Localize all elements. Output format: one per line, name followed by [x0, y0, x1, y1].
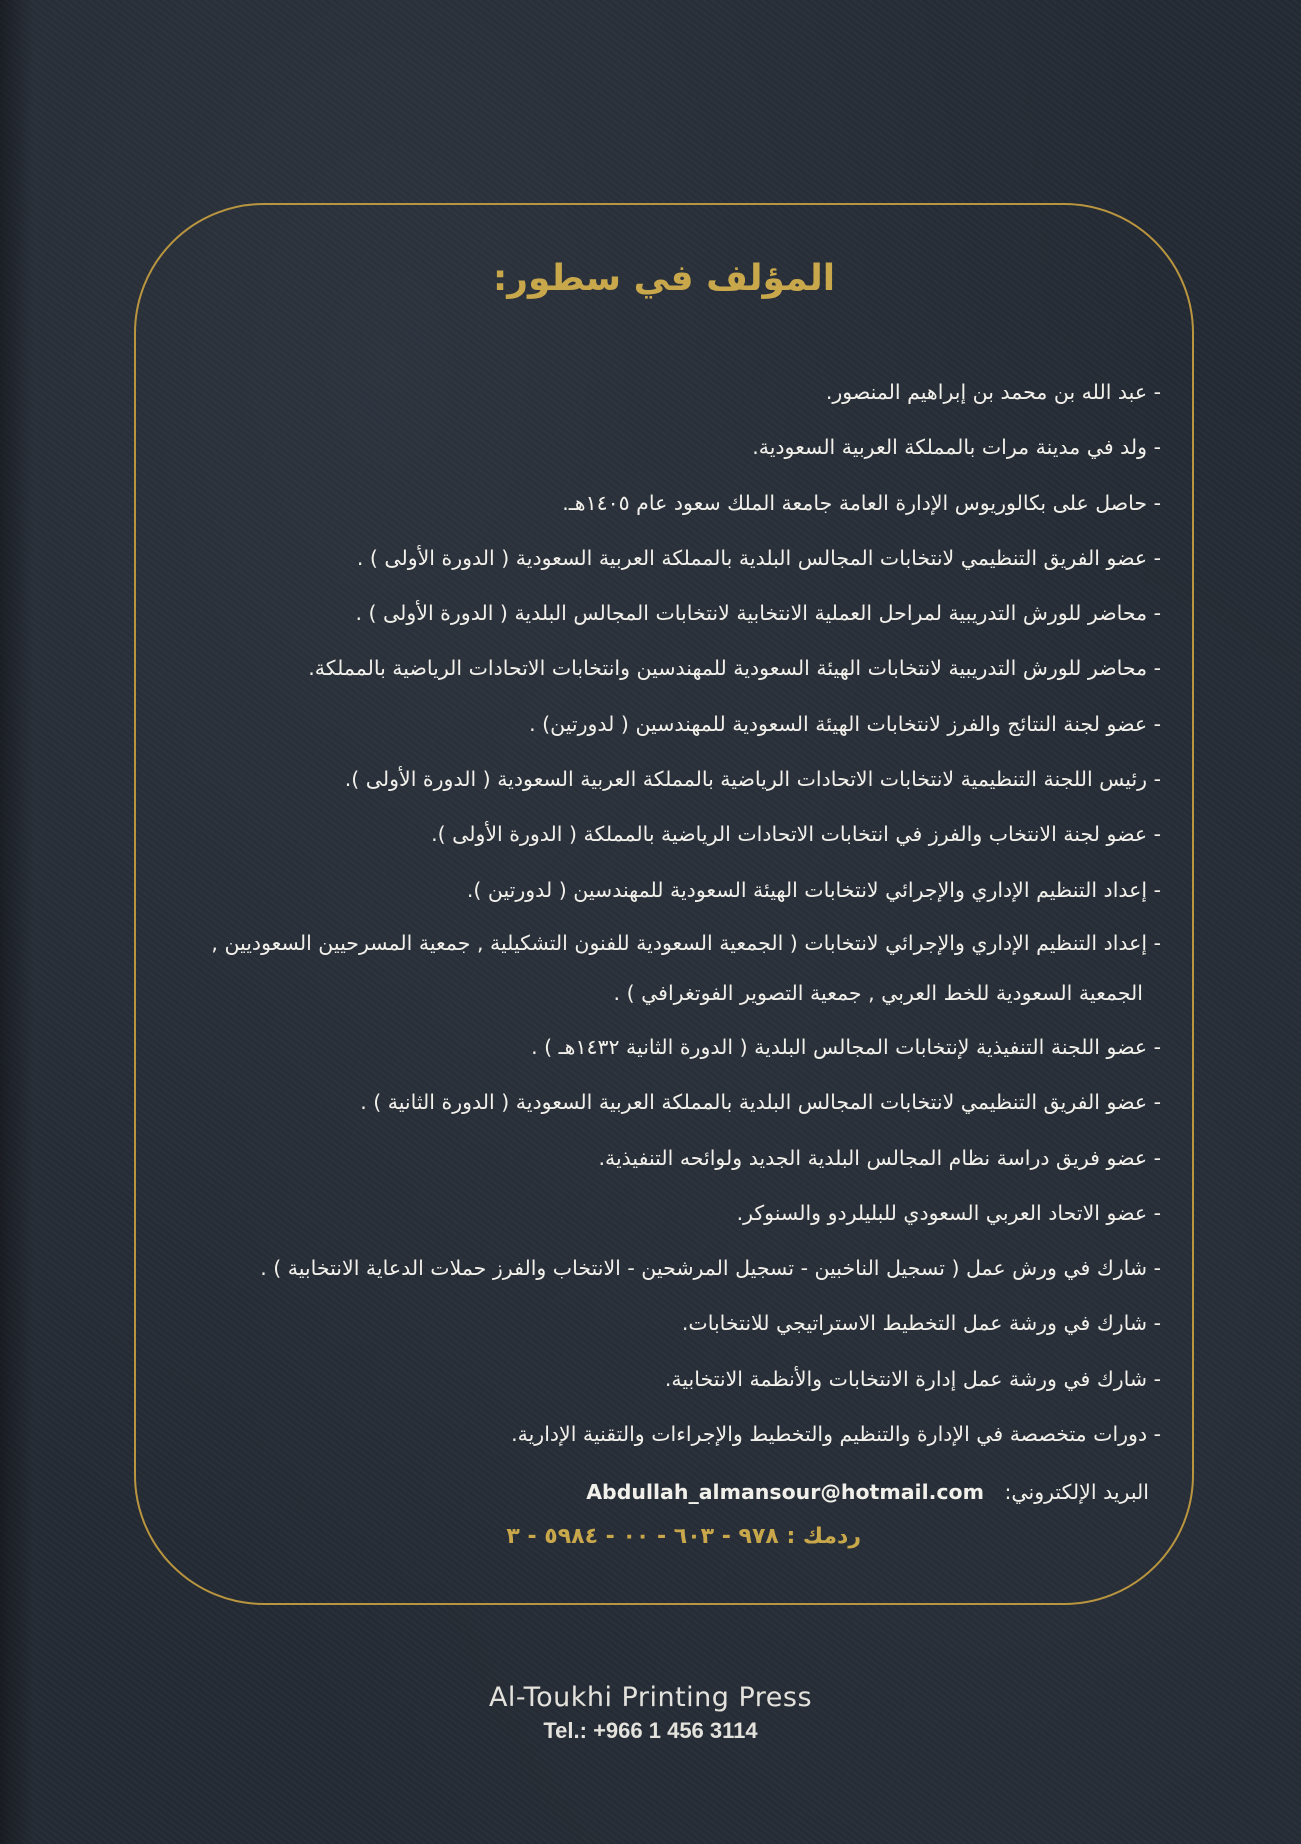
bio-item: - عضو الفريق التنظيمي لانتخابات المجالس البلدية بالمملكة العربية السعودية ( الدورة الثانية ) . [360, 1090, 1161, 1115]
bio-item: - دورات متخصصة في الإدارة والتنظيم والتخطيط والإجراءات والتقنية الإدارية. [511, 1422, 1161, 1447]
bio-item: - عبد الله بن محمد بن إبراهيم المنصور. [825, 380, 1161, 404]
isbn: ردمك : ٩٧٨ - ٦٠٣ - ٠٠ - ٥٩٨٤ - ٣ [506, 1524, 861, 1549]
bio-item: - عضو لجنة الانتخاب والفرز في انتخابات الاتحادات الرياضية بالمملكة ( الدورة الأولى ). [431, 822, 1161, 847]
email-label: البريد الإلكتروني: [1004, 1480, 1149, 1504]
bio-list [151, 365, 1161, 1462]
bio-item: - رئيس اللجنة التنظيمية لانتخابات الاتحادات الرياضية بالمملكة العربية السعودية ( الدورة الأولى ). [344, 767, 1161, 792]
bio-item: - محاضر للورش التدريبية لمراحل العملية الانتخابية لانتخابات المجالس البلدية ( الدورة الأولى ) . [355, 601, 1161, 626]
bio-item: - عضو الاتحاد العربي السعودي للبليلردو والسنوكر. [736, 1200, 1161, 1225]
bio-item: - ولد في مدينة مرات بالمملكة العربية السعودية. [752, 435, 1161, 460]
press-name: Al-Toukhi Printing Press [488, 1682, 813, 1713]
bio-item: - عضو فريق دراسة نظام المجالس البلدية الجديد ولوائحه التنفيذية. [598, 1145, 1161, 1170]
bio-item: - إعداد التنظيم الإداري والإجرائي لانتخابات الهيئة السعودية للمهندسين ( لدورتين ). [466, 877, 1161, 902]
bio-item: - إعداد التنظيم الإداري والإجرائي لانتخابات ( الجمعية السعودية للفنون التشكيلية , جمعية المسرحيين السعوديين , الجمعية السعودية للخط العربي , جمعية التصوير الفوتغرافي ) . [211, 930, 1161, 1005]
bio-item: - عضو اللجنة التنفيذية لإنتخابات المجالس البلدية ( الدورة الثانية ١٤٣٢هـ ) . [531, 1034, 1161, 1059]
email-address: Abdullah_almansour@hotmail.com [586, 1480, 984, 1504]
press-phone: Tel.: +966 1 456 3114 [543, 1718, 758, 1743]
bio-item: - عضو الفريق التنظيمي لانتخابات المجالس البلدية بالمملكة العربية السعودية ( الدورة الأولى ) . [356, 545, 1161, 570]
bio-item: - حاصل على بكالوريوس الإدارة العامة جامعة الملك سعود عام ١٤٠٥هـ. [562, 490, 1161, 515]
bio-item: - شارك في ورش عمل ( تسجيل الناخبين - تسجيل المرشحين - الانتخاب والفرز حملات الدعاية الانتخابية ) . [260, 1256, 1161, 1281]
email-line [586, 1480, 1149, 1504]
bio-title: المؤلف في سطور: [492, 258, 836, 299]
bio-item: - شارك في ورشة عمل إدارة الانتخابات والأنظمة الانتخابية. [664, 1366, 1161, 1391]
bio-item: - شارك في ورشة عمل التخطيط الاستراتيجي للانتخابات. [681, 1311, 1161, 1336]
bio-item: - محاضر للورش التدريبية لانتخابات الهيئة السعودية للمهندسين وانتخابات الاتحادات الرياضية بالمملكة. [308, 656, 1161, 681]
spine-shadow [0, 0, 34, 1844]
press-block [0, 1680, 1301, 1746]
bio-item: - عضو لجنة النتائج والفرز لانتخابات الهيئة السعودية للمهندسين ( لدورتين) . [529, 711, 1161, 736]
